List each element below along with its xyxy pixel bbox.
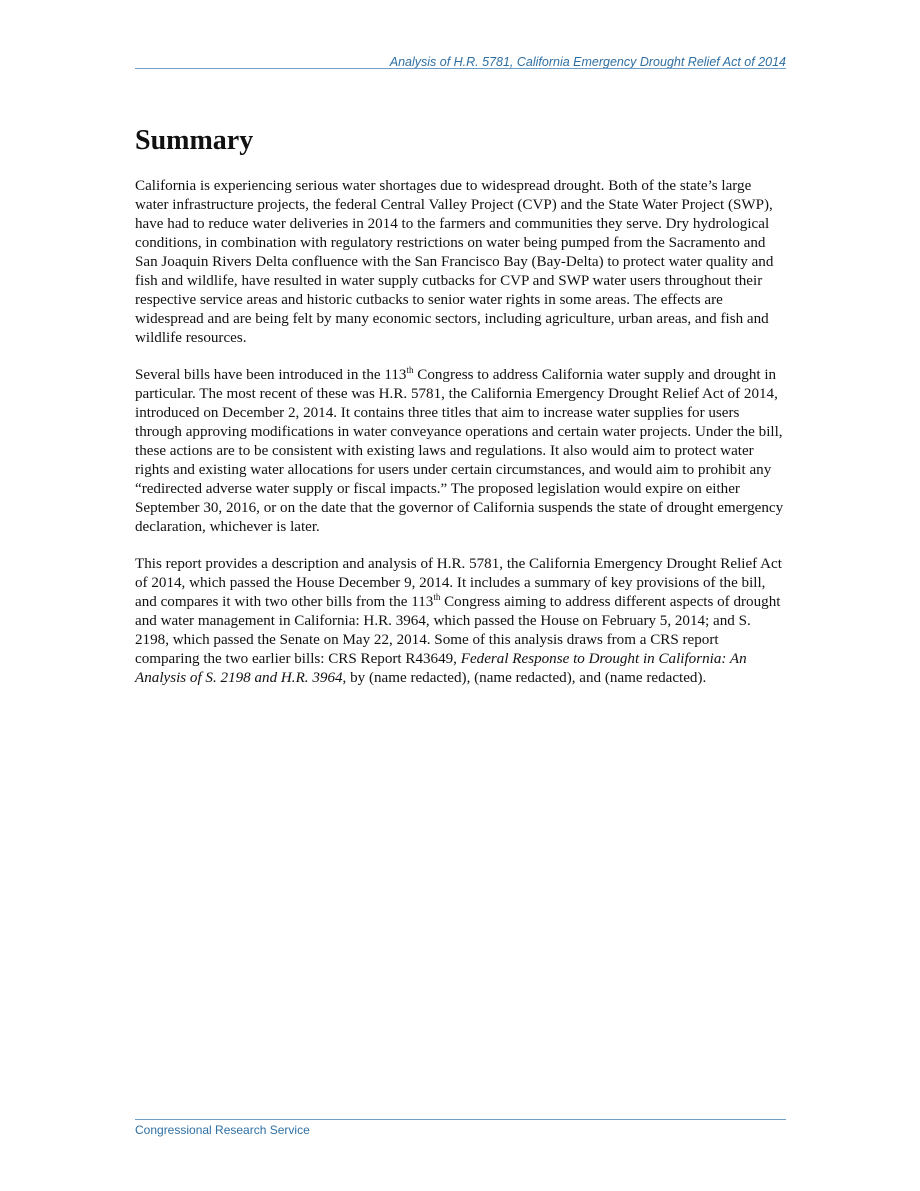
ordinal-suffix: th <box>433 592 441 602</box>
summary-paragraph-2 <box>135 366 786 537</box>
footer-rule <box>135 1119 786 1120</box>
paragraph-3-text-a: This report provides a description and analysis of H.R. 5781, the California Emergency Drought Relief Act of 2014, which passed the House December 9, 2014. It includes a summary of key provisions of the bill, and compares it with two other bills from the 113 <box>135 556 782 610</box>
paragraph-3-text-b: Congress aiming to address different aspects of drought and water management in California: H.R. 3964, which passed the House on February 5, 2014; and S. 2198, which passed the Senate on May 22, 2014. Some of this analysis draws from a CRS report comparing the two earlier bills: CRS Report R43649, <box>135 594 781 667</box>
summary-paragraph-3 <box>135 555 786 688</box>
header-rule <box>135 68 786 69</box>
paragraph-2-text-a: Several bills have been introduced in the 113 <box>135 367 407 383</box>
summary-paragraph-1: California is experiencing serious water shortages due to widespread drought. Both of the state’s large water infrastructure projects, the federal Central Valley Project (CVP) and the State Water Project (SWP), have had to reduce water deliveries in 2014 to the farmers and communities they serve. Dry hydrological conditions, in combination with regulatory restrictions on water being pumped from the Sacramento and San Joaquin Rivers Delta confluence with the San Francisco Bay (Bay-Delta) to protect water quality and fish and wildlife, have resulted in water supply cutbacks for CVP and SWP water users throughout their respective service areas and historic cutbacks to senior water rights in some areas. The effects are widespread and are being felt by many economic sectors, including agriculture, urban areas, and fish and wildlife resources. <box>135 178 774 346</box>
ordinal-suffix: th <box>406 365 414 375</box>
running-footer: Congressional Research Service <box>135 1123 310 1137</box>
running-header: Analysis of H.R. 5781, California Emergency Drought Relief Act of 2014 <box>389 55 786 69</box>
summary-body <box>135 177 786 706</box>
cited-report-title: Federal Response to Drought in California: An Analysis of S. 2198 and H.R. 3964 <box>135 651 747 686</box>
paragraph-3-text-c: , by (name redacted), (name redacted), and (name redacted). <box>342 670 707 686</box>
paragraph-2-text-b: Congress to address California water supply and drought in particular. The most recent of these was H.R. 5781, the California Emergency Drought Relief Act of 2014, introduced on December 2, 2014. It contains three titles that aim to increase water supplies for users through approving modifications in water conveyance operations and certain water projects. Under the bill, these actions are to be consistent with existing laws and regulations. It also would aim to protect water rights and existing water allocations for users under certain circumstances, and would aim to prohibit any “redirected adverse water supply or fiscal impacts.” The proposed legislation would expire on either September 30, 2016, or on the date that the governor of California suspends the state of drought emergency declaration, whichever is later. <box>135 367 784 535</box>
section-title: Summary <box>135 125 254 156</box>
